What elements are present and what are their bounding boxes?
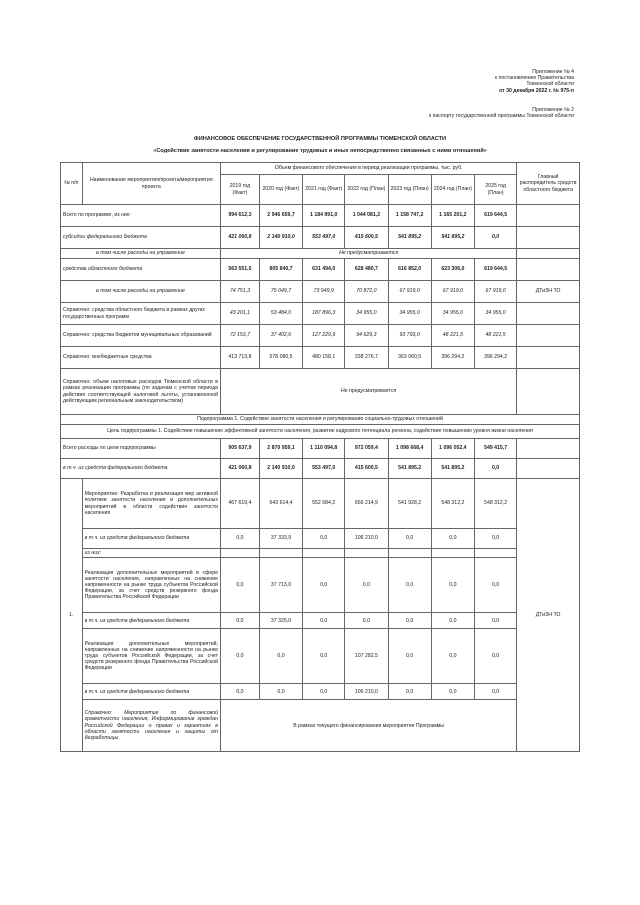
cell-value: 0,0 (431, 629, 474, 684)
row-label: Всего по программе, из них: (61, 205, 221, 227)
header-date-line: от 30 декабря 2022 г. № 975-п (499, 87, 574, 94)
cell-value: 972 059,4 (345, 439, 388, 459)
cell-value: 0,0 (303, 558, 345, 613)
cell-value: 37 325,0 (259, 613, 302, 629)
cell-value: 0,0 (303, 684, 345, 700)
row-label: субсидии федерального бюджета (61, 227, 221, 249)
row-label: Справочно: средства бюджетов муниципальных образований (61, 325, 221, 347)
subprogram-goal: Цель подпрограммы 1. Содействие повышению эффективной занятости населения, развитие кадрового потенциала региона, содействие повышению уровня жизни населения (61, 425, 580, 439)
row-label: в том числе расходы на управление (61, 281, 221, 303)
cell-value: 0,0 (474, 684, 516, 700)
not-provided-cell: Не предусматривается (220, 249, 516, 259)
cell-value: 623 306,0 (431, 259, 474, 281)
cell-value: 0,0 (220, 613, 259, 629)
cell-value: 415 600,5 (345, 227, 388, 249)
cell-value: 467 619,4 (220, 479, 259, 529)
col-header-resp: Главный распорядитель средств областного бюджета (517, 163, 580, 205)
cell-value: 67 919,0 (474, 281, 516, 303)
row-label: из них: (82, 549, 220, 558)
table-row (61, 259, 580, 281)
cell-value: 396 294,2 (431, 347, 474, 369)
header-line: Приложение № 4 (532, 69, 574, 75)
col-header-num: № п/п (61, 163, 83, 205)
cell-value: 541 928,2 (388, 479, 431, 529)
cell-value: 0,0 (431, 529, 474, 549)
cell-value: 994 612,3 (220, 205, 259, 227)
cell-value: 67 919,0 (431, 281, 474, 303)
cell-value: 34 955,0 (388, 303, 431, 325)
responsible-cell: ДТиЗН ТО (517, 479, 580, 752)
cell-value: 93 793,0 (388, 325, 431, 347)
year-header: 2020 год (Факт) (259, 175, 302, 205)
cell-value: 643 614,4 (259, 479, 302, 529)
subprogram-title: Подпрограмма 1. Содействие занятости населения и регулирование социально-трудовых отношений (61, 415, 580, 425)
cell-value: 619 644,5 (474, 259, 516, 281)
table-row (61, 613, 580, 629)
cell-value: 0,0 (474, 558, 516, 613)
cell-value: 905 637,9 (220, 439, 259, 459)
cell-value: 2 140 910,0 (259, 459, 302, 479)
table-row (61, 629, 580, 684)
table-row (61, 249, 580, 259)
reference-value: В рамках текущего финансирования мероприятия Программы (220, 700, 516, 752)
table-row (61, 459, 580, 479)
cell-value: 0,0 (431, 613, 474, 629)
row-label: в т.ч. из средств федерального бюджета (61, 459, 221, 479)
table-row (61, 439, 580, 459)
cell-value: 94 629,3 (345, 325, 388, 347)
table-row (61, 529, 580, 549)
header-line: Приложение № 2 (532, 107, 574, 113)
header-line: к паспорту государственной программы Тюменской области (428, 113, 574, 120)
cell-value: 107 282,5 (345, 629, 388, 684)
cell-value: 0,0 (474, 227, 516, 249)
cell-value: 563 551,5 (220, 259, 259, 281)
cell-value: 656 214,9 (345, 479, 388, 529)
cell-value: 553 497,0 (303, 227, 345, 249)
cell-value: 0,0 (388, 613, 431, 629)
row-label: Справочно: средства областного бюджета в рамках других государственных программ (61, 303, 221, 325)
cell-value: 106 210,0 (345, 684, 388, 700)
cell-value: 548 312,2 (431, 479, 474, 529)
cell-value: 37 402,6 (259, 325, 302, 347)
cell-value: 2 946 659,7 (259, 205, 302, 227)
cell-value: 48 221,5 (431, 325, 474, 347)
year-header: 2022 год (План) (345, 175, 388, 205)
cell-value: 805 840,7 (259, 259, 302, 281)
cell-value: 413 713,8 (220, 347, 259, 369)
cell-value: 338 276,7 (345, 347, 388, 369)
cell-value: 0,0 (388, 529, 431, 549)
cell-value: 34 955,0 (345, 303, 388, 325)
row-label: Всего расходы по цели подпрограммы (61, 439, 221, 459)
cell-value: 541 895,2 (388, 227, 431, 249)
table-row (61, 369, 580, 415)
cell-value: 187 896,3 (303, 303, 345, 325)
cell-value: 396 294,2 (474, 347, 516, 369)
cell-value: 631 494,0 (303, 259, 345, 281)
cell-value: 0,0 (388, 684, 431, 700)
cell-value: 552 684,2 (303, 479, 345, 529)
cell-value: 1 158 747,2 (388, 205, 431, 227)
cell-value: 0,0 (259, 684, 302, 700)
cell-value: 1 165 201,2 (431, 205, 474, 227)
cell-value: 0,0 (345, 558, 388, 613)
cell-value: 0,0 (474, 613, 516, 629)
measure-number: 1. (61, 479, 83, 752)
cell-value: 548 312,2 (474, 479, 516, 529)
cell-value: 628 480,7 (345, 259, 388, 281)
document-title: ФИНАНСОВОЕ ОБЕСПЕЧЕНИЕ ГОСУДАРСТВЕННОЙ ПРОГРАММЫ ТЮМЕНСКОЙ ОБЛАСТИ (193, 136, 447, 142)
cell-value: 34 955,0 (431, 303, 474, 325)
table-row (61, 227, 580, 249)
header-line: Тюменской области (526, 81, 574, 88)
cell-value: 34 955,0 (474, 303, 516, 325)
reference-label: Справочно: Мероприятие по финансовой грамотности населения, Информирование граждан Российской Федерации о правах и гарантиях в области занятости населения и защиты от безработицы (82, 700, 220, 752)
cell-value: 1 110 094,8 (303, 439, 345, 459)
cell-value: 127 229,9 (303, 325, 345, 347)
cell-value: 549 415,7 (474, 439, 516, 459)
cell-value: 616 852,0 (388, 259, 431, 281)
cell-value: 541 895,2 (388, 459, 431, 479)
cell-value: 0,0 (345, 613, 388, 629)
cell-value: 37 713,0 (259, 558, 302, 613)
row-label: Мероприятие: Разработка и реализация мер активной политики занятости населения и дополнительных мероприятий в области содействия занятости населения (82, 479, 220, 529)
row-label: в т.ч. из средств федерального бюджета (82, 684, 220, 700)
not-provided-cell: Не предусматривается (220, 369, 516, 415)
cell-value: 75 049,7 (259, 281, 302, 303)
appendix-header-passport (429, 107, 574, 119)
cell-value: 74 751,3 (220, 281, 259, 303)
cell-value: 73 949,9 (303, 281, 345, 303)
cell-value: 0,0 (388, 629, 431, 684)
cell-value: 0,0 (220, 684, 259, 700)
row-label: Реализация дополнительных мероприятий, направленных на снижение напряженности на рынке труда субъектов Российской Федерации, за счет средств резервного фонда Правительства Российской Федерации (82, 629, 220, 684)
cell-value: 0,0 (220, 629, 259, 684)
cell-value: 0,0 (474, 629, 516, 684)
table-row (61, 325, 580, 347)
table-row (61, 558, 580, 613)
cell-value: 0,0 (474, 459, 516, 479)
financing-table (60, 162, 580, 752)
cell-value: 0,0 (431, 684, 474, 700)
year-header: 2019 год (Факт) (220, 175, 259, 205)
row-label: в т.ч. из средств федерального бюджета (82, 613, 220, 629)
cell-value: 363 060,5 (388, 347, 431, 369)
cell-value: 1 098 668,4 (388, 439, 431, 459)
cell-value: 619 644,5 (474, 205, 516, 227)
table-row (61, 303, 580, 325)
cell-value: 0,0 (220, 558, 259, 613)
table-row (61, 700, 580, 752)
cell-value: 72 153,7 (220, 325, 259, 347)
year-header: 2023 год (План) (388, 175, 431, 205)
table-row (61, 425, 580, 439)
row-label: Справочно: внебюджетные средства (61, 347, 221, 369)
table-row (61, 205, 580, 227)
col-header-volume: Объем финансового обеспечения в период реализации программы, тыс. руб. (220, 163, 516, 175)
year-header: 2024 год (План) (431, 175, 474, 205)
cell-value: 70 872,0 (345, 281, 388, 303)
cell-value: 541 895,2 (431, 459, 474, 479)
cell-value: 480 158,1 (303, 347, 345, 369)
cell-value: 1 044 081,2 (345, 205, 388, 227)
cell-value: 106 210,0 (345, 529, 388, 549)
cell-value: 421 060,8 (220, 227, 259, 249)
cell-value: 0,0 (259, 629, 302, 684)
cell-value: 541 895,2 (431, 227, 474, 249)
year-header: 2021 год (Факт) (303, 175, 345, 205)
table-row (61, 347, 580, 369)
cell-value: 578 080,5 (259, 347, 302, 369)
cell-value: 0,0 (388, 558, 431, 613)
cell-value: 1 096 052,4 (431, 439, 474, 459)
cell-value: 1 184 991,0 (303, 205, 345, 227)
cell-value: 2 140 910,0 (259, 227, 302, 249)
cell-value: 0,0 (303, 613, 345, 629)
cell-value: 415 600,5 (345, 459, 388, 479)
cell-value: 0,0 (220, 529, 259, 549)
cell-value: 67 919,0 (388, 281, 431, 303)
cell-value: 43 201,1 (220, 303, 259, 325)
program-title: «Содействие занятости населения и регулирование трудовых и иных непосредственно связанных с ними отношений» (153, 148, 487, 154)
tax-expenditure-label: Справочно: объем налоговых расходов Тюменской области в рамках реализации программы (по задачам с учетом периода действия соответствующей налоговой льготы, установленной действующим региональным законодательством) (61, 369, 221, 415)
col-header-name: Наименование мероприятия/проекта/мероприятия проекта (82, 163, 220, 205)
appendix-header-resolution (495, 69, 574, 94)
cell-value: 48 221,5 (474, 325, 516, 347)
row-label: в том числе расходы на управление (61, 249, 221, 259)
cell-value: 421 060,8 (220, 459, 259, 479)
cell-value: 2 870 959,1 (259, 439, 302, 459)
row-label: средства областного бюджета (61, 259, 221, 281)
responsible-cell: ДТиЗН ТО (517, 281, 580, 303)
year-header: 2025 год (План) (474, 175, 516, 205)
cell-value: 0,0 (303, 629, 345, 684)
table-row (61, 415, 580, 425)
header-line: к постановлению Правительства (494, 75, 574, 82)
cell-value: 0,0 (303, 529, 345, 549)
table-row (61, 281, 580, 303)
cell-value: 0,0 (431, 558, 474, 613)
table-row (61, 479, 580, 529)
table-row (61, 684, 580, 700)
cell-value: 53 484,0 (259, 303, 302, 325)
cell-value: 0,0 (474, 529, 516, 549)
cell-value: 37 333,9 (259, 529, 302, 549)
row-label: в т.ч. из средств федерального бюджета (82, 529, 220, 549)
table-row (61, 549, 580, 558)
row-label: Реализация дополнительных мероприятий в сфере занятости населения, направленных на снижение напряженности на рынке труда субъектов Российской Федерации, за счет средств резервного фонда Правительства Российской Федерации (82, 558, 220, 613)
cell-value: 553 497,0 (303, 459, 345, 479)
